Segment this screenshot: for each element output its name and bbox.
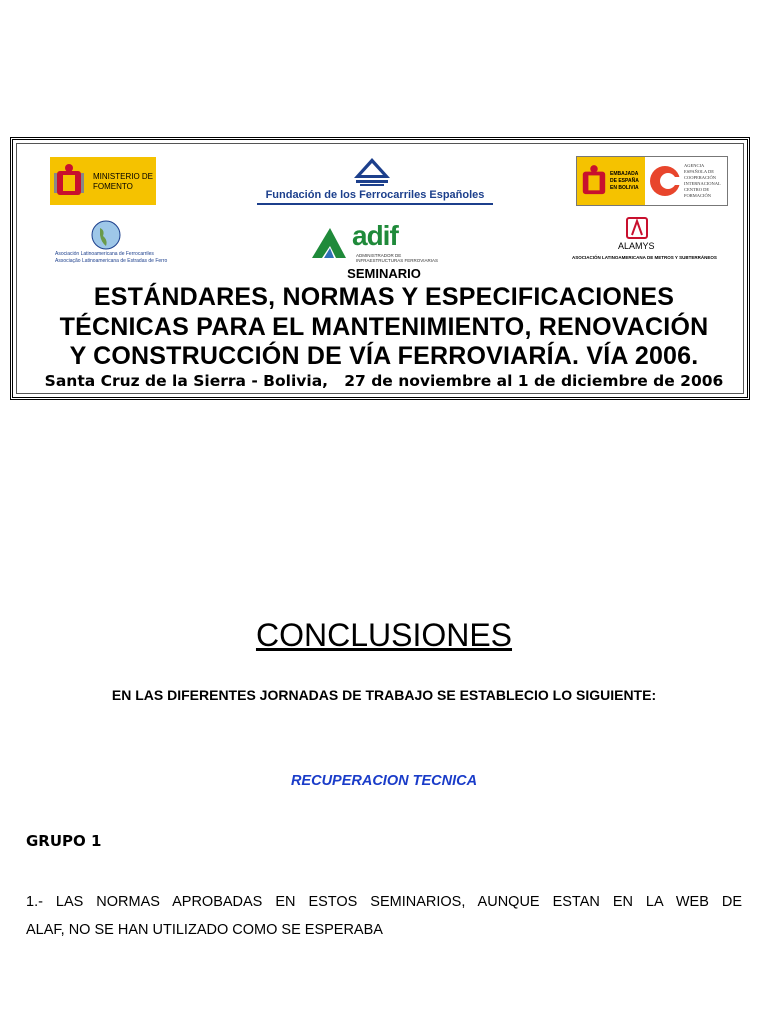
adif-subtext-line2: INFRAESTRUCTURAS FERROVIARIAS (356, 258, 439, 263)
fundacion-rule (257, 203, 493, 205)
adif-subtext-line1: ADMINISTRADOR DE (356, 253, 402, 258)
seminar-title-line-1: ESTÁNDARES, NORMAS Y ESPECIFICACIONES (93, 283, 675, 311)
adif-logo (310, 220, 440, 264)
aecid-text: AGENCIA ESPAÑOLA DE COOPERACIÓN INTERNACIONAL CENTRO DE FORMACIÓN (684, 163, 721, 198)
embajada-text: EMBAJADA DE ESPAÑA EN BOLIVIA (610, 171, 639, 191)
paragraph-line-2: ALAF, NO SE HAN UTILIZADO COMO SE ESPERABA (26, 922, 383, 938)
alamys-text: ALAMYS (618, 241, 655, 251)
fundacion-text: Fundación de los Ferrocarriles Españoles (265, 189, 485, 201)
fundacion-logo (257, 156, 493, 206)
paragraph-line-1: 1.- LAS NORMAS APROBADAS EN ESTOS SEMINARIOS, AUNQUE ESTAN EN LA WEB DE (26, 894, 742, 910)
adif-text: adif (352, 220, 398, 251)
seminar-banner (10, 137, 750, 400)
seminario-label: SEMINARIO (347, 266, 421, 281)
alamys-subtext: ASOCIACIÓN LATINOAMERICANA DE METROS Y SUBTERRÁNEOS (572, 255, 717, 260)
section-title: RECUPERACION TECNICA (290, 773, 478, 789)
ministerio-fomento-logo (50, 157, 156, 205)
alaf-text-line1: Asociación Latinoamericana de Ferrocarriles (55, 251, 154, 257)
alamys-logo (572, 216, 717, 268)
group-title: GRUPO 1 (26, 832, 102, 850)
embajada-aecid-logo (576, 156, 728, 206)
ministerio-text: MINISTERIO DE FOMENTO (93, 172, 154, 191)
aecid-c-icon (649, 165, 681, 197)
alamys-mark-icon (625, 216, 649, 240)
spain-crest-icon (580, 164, 608, 198)
banner-frame (16, 143, 744, 394)
document-intro: EN LAS DIFERENTES JORNADAS DE TRABAJO SE ESTABLECIO LO SIGUIENTE: (111, 687, 657, 703)
adif-mark-icon (310, 226, 348, 260)
globe-icon (91, 220, 121, 250)
seminar-place-date: Santa Cruz de la Sierra - Bolivia, 27 de noviembre al 1 de diciembre de 2006 (44, 372, 724, 390)
embajada-panel (577, 157, 645, 205)
fundacion-emblem-icon (352, 156, 392, 188)
document-heading: CONCLUSIONES (255, 617, 513, 653)
spain-crest-icon (54, 163, 84, 199)
seminar-title-line-2: TÉCNICAS PARA EL MANTENIMIENTO, RENOVACIÓN (59, 313, 709, 341)
alaf-logo (55, 220, 168, 270)
conclusion-paragraph (26, 888, 742, 944)
alaf-text-line2: Associação Latinoamericana de Estradas de Ferro (55, 258, 168, 264)
seminar-title-line-3: Y CONSTRUCCIÓN DE VÍA FERROVIARÍA. VÍA 2006. (69, 342, 699, 370)
